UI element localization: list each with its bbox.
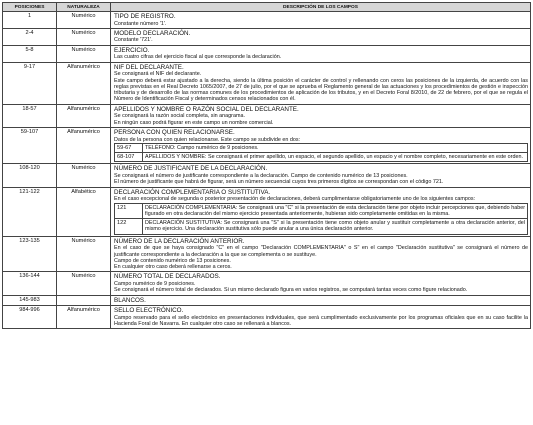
subfield-row [115,143,528,152]
field-line: Las cuatro cifras del ejercicio fiscal al que corresponde la declaración. [114,54,282,61]
row-position: 9-17 [3,62,57,104]
field-title: APELLIDOS Y NOMBRE O RAZÓN SOCIAL DEL DECLARANTE. [114,105,299,113]
field-line: Se consignará la razón social completa, sin anagrama. [114,113,245,120]
row-nature: Alfanumérico [57,306,111,329]
row-nature: Numérico [57,164,111,187]
row-description [111,187,531,236]
table-row [3,272,531,295]
subfield-text: APELLIDOS Y NOMBRE: Se consignará el primer apellido, un espacio, el segundo apellido, un espacio y el nombre completo, necesariamente en este orden. [143,153,528,162]
table-row [3,306,531,329]
registro-spec-table [2,2,531,329]
table-row [3,62,531,104]
field-line: Se consignará el NIF del declarante. [114,71,202,78]
table-row [3,104,531,127]
row-description [111,164,531,187]
field-line: Se consignará el número de justificante correspondiente a la declaración. Campo de contenido numérico de 13 posiciones. [114,173,408,180]
subfield-row [115,203,528,219]
row-nature: Alfanumérico [57,104,111,127]
row-position: 123-135 [3,236,57,272]
row-nature: Numérico [57,236,111,272]
row-description [111,295,531,306]
field-title: TIPO DE REGISTRO. [114,13,176,20]
row-nature: Numérico [57,12,111,29]
header-naturaleza: NATURALEZA [57,3,111,12]
field-title: NÚMERO TOTAL DE DECLARADOS. [114,273,221,281]
row-description [111,45,531,62]
field-line: Constante '721'. [114,37,153,44]
field-line: El número de justificante que habrá de figurar, será un número secuencial cuyos tres primeros dígitos se correspondan con el código 721. [114,179,444,186]
row-position: 145-983 [3,295,57,306]
row-position: 1 [3,12,57,29]
row-position: 59-107 [3,127,57,163]
row-position: 984-996 [3,306,57,329]
header-descripcion: DESCRIPCIÓN DE LOS CAMPOS [111,3,531,12]
field-line: Datos de la persona con quien relacionarse. Este campo se subdivide en dos: [114,136,301,143]
subfield-text: DECLARACIÓN SUSTITUTIVA: Se consignará una "S" si la presentación tiene como objeto anular y sustituir completamente a otra declaración anterior, del mismo ejercicio. Una declaración sustitutiva sólo puede anular a una única declaración anterior. [143,219,528,235]
table-row [3,12,531,29]
subfield-row [115,153,528,162]
table-row [3,127,531,163]
row-position: 108-120 [3,164,57,187]
field-line: Este campo deberá estar ajustado a la derecha, siendo la última posición el carácter de control y rellenando con ceros las posiciones de la izquierda, de acuerdo con las reglas previstas en el Real Decreto 1065/2007, de 27 de julio, por el que se aprueba el Reglamento general de las actuaciones y los procedimientos de gestión e inspección tributaria y de desarrollo de las normas comunes de los procedimientos de aplicación de los tributos, y en el Decreto Foral 8/2010, de 22 de febrero, por el que se regula el Número de Identificación Fiscal y determinados censos relacionados con él. [114,77,528,103]
table-row [3,187,531,236]
field-line: Se consignará el número total de declarados. Si un mismo declarado figura en varios registros, se computará tantas veces como figure relacionado. [114,287,468,294]
field-title: NÚMERO DE JUSTIFICANTE DE LA DECLARACIÓN. [114,165,268,173]
field-line: En cualquier otro caso deberá rellenarse a ceros. [114,264,232,271]
field-title: EJERCICIO. [114,46,150,54]
subfield-text: DECLARACIÓN COMPLEMENTARIA: Se consignará una "C" si la presentación de esta declaración tiene por objeto incluir percepciones que, debiendo haber figurado en otra declaración del mismo ejercicio presentada anteriormente, hubieran sido completamente omitidas en la misma. [143,203,528,219]
field-title: NIF DEL DECLARANTE. [114,63,184,71]
table-row [3,45,531,62]
field-line: Campo de contenido numérico de 13 posiciones. [114,257,231,264]
row-description [111,127,531,163]
subfield-row [115,219,528,235]
subfield-table [114,143,528,163]
row-nature: Numérico [57,272,111,295]
row-position: 5-8 [3,45,57,62]
field-title: PERSONA CON QUIEN RELACIONARSE. [114,128,235,136]
row-position: 18-57 [3,104,57,127]
table-row [3,164,531,187]
field-line: En el caso de que se haya consignado "C" en el campo "Declaración COMPLEMENTARIA" o S" en el campo "Declaración sustitutiva" se consignará el número de justificante correspondiente a la declaración a la que se complementa o se sustituye. [114,245,528,258]
subfield-position: 122 [115,219,143,235]
field-line: En ningún caso podrá figurar en este campo un nombre comercial. [114,119,274,126]
subfield-table [114,203,528,235]
row-description [111,236,531,272]
field-title: SELLO ELECTRÓNICO. [114,307,184,315]
row-description [111,12,531,29]
table-header-row [3,3,531,12]
row-description [111,28,531,45]
subfield-position: 68-107 [115,153,143,162]
row-nature: Alfabético [57,187,111,236]
row-nature: Alfanumérico [57,62,111,104]
row-description [111,104,531,127]
field-line: Constante número '1'. [114,20,167,27]
subfield-position: 59-67 [115,143,143,152]
table-row [3,295,531,306]
subfield-position: 121 [115,203,143,219]
field-line: Campo numérico de 9 posiciones. [114,281,196,288]
field-title: DECLARACIÓN COMPLEMENTARIA O SUSTITUTIVA. [114,188,271,196]
row-position: 2-4 [3,28,57,45]
field-title: BLANCOS. [114,296,146,304]
row-description [111,62,531,104]
field-title: NÚMERO DE LA DECLARACIÓN ANTERIOR. [114,237,245,245]
field-title: MODELO DECLARACIÓN. [114,29,191,37]
row-description [111,272,531,295]
subfield-text: TELÉFONO: Campo numérico de 9 posiciones. [143,143,528,152]
row-nature: Alfanumérico [57,127,111,163]
table-row [3,236,531,272]
row-position: 121-122 [3,187,57,236]
header-posiciones: POSICIONES [3,3,57,12]
field-line: En el caso excepcional de segunda o posterior presentación de declaraciones, deberá cumplimentarse obligatoriamente uno de los siguientes campos: [114,196,476,203]
table-row [3,28,531,45]
row-position: 136-144 [3,272,57,295]
row-nature: Numérico [57,45,111,62]
row-nature [57,295,111,306]
row-description [111,306,531,329]
row-nature: Numérico [57,28,111,45]
field-line: Campo reservado para el sello electrónico en presentaciones individuales, que será cumplimentado exclusivamente por los programas oficiales que en su caso facilite la Hacienda Foral de Navarra. En cualquier otro caso se rellenará a blancos. [114,314,528,328]
